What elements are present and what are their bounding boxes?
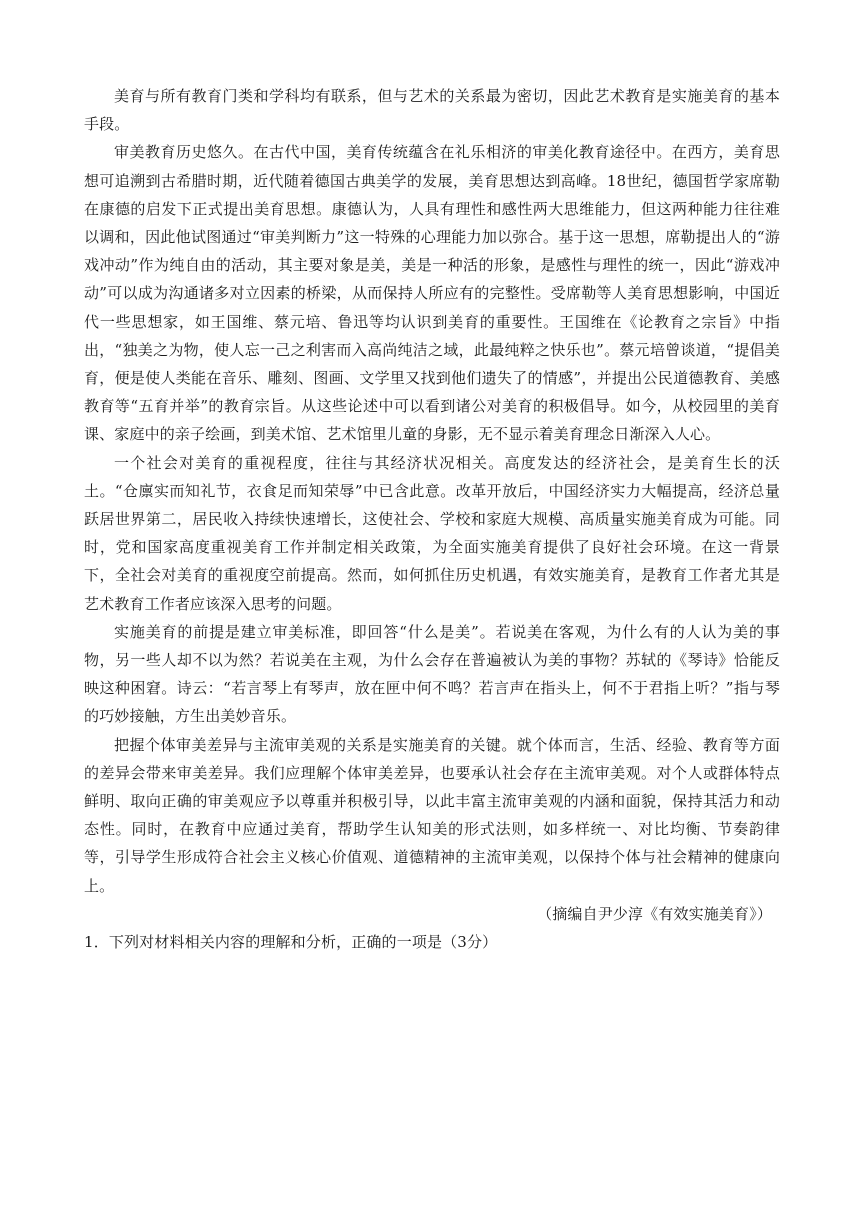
paragraph-2: 审美教育历史悠久。在古代中国，美育传统蕴含在礼乐相济的审美化教育途径中。在西方，美育思想可追溯到古希腊时期，近代随着德国古典美学的发展，美育思想达到高峰。18世纪，德国哲学家席勒在康德的启发下正式提出美育思想。康德认为，人具有理性和感性两大思维能力，但这两种能力往往难以调和，因此他试图通过“审美判断力”这一特殊的心理能力加以弥合。基于这一思想，席勒提出人的“游戏冲动”作为纯自由的活动，其主要对象是美，美是一种活的形象，是感性与理性的统一，因此“游戏冲动”可以成为沟通诸多对立因素的桥梁，从而保持人所应有的完整性。受席勒等人美育思想影响，中国近代一些思想家，如王国维、蔡元培、鲁迅等均认识到美育的重要性。王国维在《论教育之宗旨》中指出，“独美之为物，使人忘一己之利害而入高尚纯洁之域，此最纯粹之快乐也”。蔡元培曾谈道，“提倡美育，便是使人类能在音乐、雕刻、图画、文学里又找到他们遗失了的情感”，并提出公民道德教育、美感教育等“五育并举”的教育宗旨。从这些论述中可以看到诸公对美育的积极倡导。如今，从校园里的美育课、家庭中的亲子绘画，到美术馆、艺术馆里儿童的身影，无不显示着美育理念日渐深入人心。 bbox=[84, 143, 780, 444]
article-source: （摘编自尹少淳《有效实施美育》） bbox=[537, 904, 772, 923]
paragraph-1: 美育与所有教育门类和学科均有联系，但与艺术的关系最为密切，因此艺术教育是实施美育的基本手段。 bbox=[84, 87, 780, 134]
paragraph-3: 一个社会对美育的重视程度，往往与其经济状况相关。高度发达的经济社会，是美育生长的沃土。“仓廪实而知礼节，衣食足而知荣辱”中已含此意。改革开放后，中国经济实力大幅提高，经济总量跃居世界第二，居民收入持续快速增长，这使社会、学校和家庭大规模、高质量实施美育成为可能。同时，党和国家高度重视美育工作并制定相关政策，为全面实施美育提供了良好社会环境。在这一背景下，全社会对美育的重视度空前提高。然而，如何抓住历史机遇，有效实施美育，是教育工作者尤其是艺术教育工作者应该深入思考的问题。 bbox=[84, 453, 780, 613]
paragraph-4: 实施美育的前提是建立审美标准，即回答“什么是美”。若说美在客观，为什么有的人认为美的事物，另一些人却不以为然？若说美在主观，为什么会存在普遍被认为美的事物？苏轼的《琴诗》恰能反映这种困窘。诗云：“若言琴上有琴声，放在匣中何不鸣？若言声在指头上，何不于君指上听？”指与琴的巧妙接触，方生出美妙音乐。 bbox=[84, 622, 780, 726]
paragraph-5: 把握个体审美差异与主流审美观的关系是实施美育的关键。就个体而言，生活、经验、教育等方面的差异会带来审美差异。我们应理解个体审美差异，也要承认社会存在主流审美观。对个人或群体特点鲜明、取向正确的审美观应予以尊重并积极引导，以此丰富主流审美观的内涵和面貌，保持其活力和动态性。同时，在教育中应通过美育，帮助学生认知美的形式法则，如多样统一、对比均衡、节奏韵律等，引导学生形成符合社会主义核心价值观、道德精神的主流审美观，以保持个体与社会精神的健康向上。 bbox=[84, 735, 780, 895]
article-body bbox=[84, 82, 780, 956]
question-1: 1．下列对材料相关内容的理解和分析，正确的一项是（3分） bbox=[84, 933, 498, 952]
